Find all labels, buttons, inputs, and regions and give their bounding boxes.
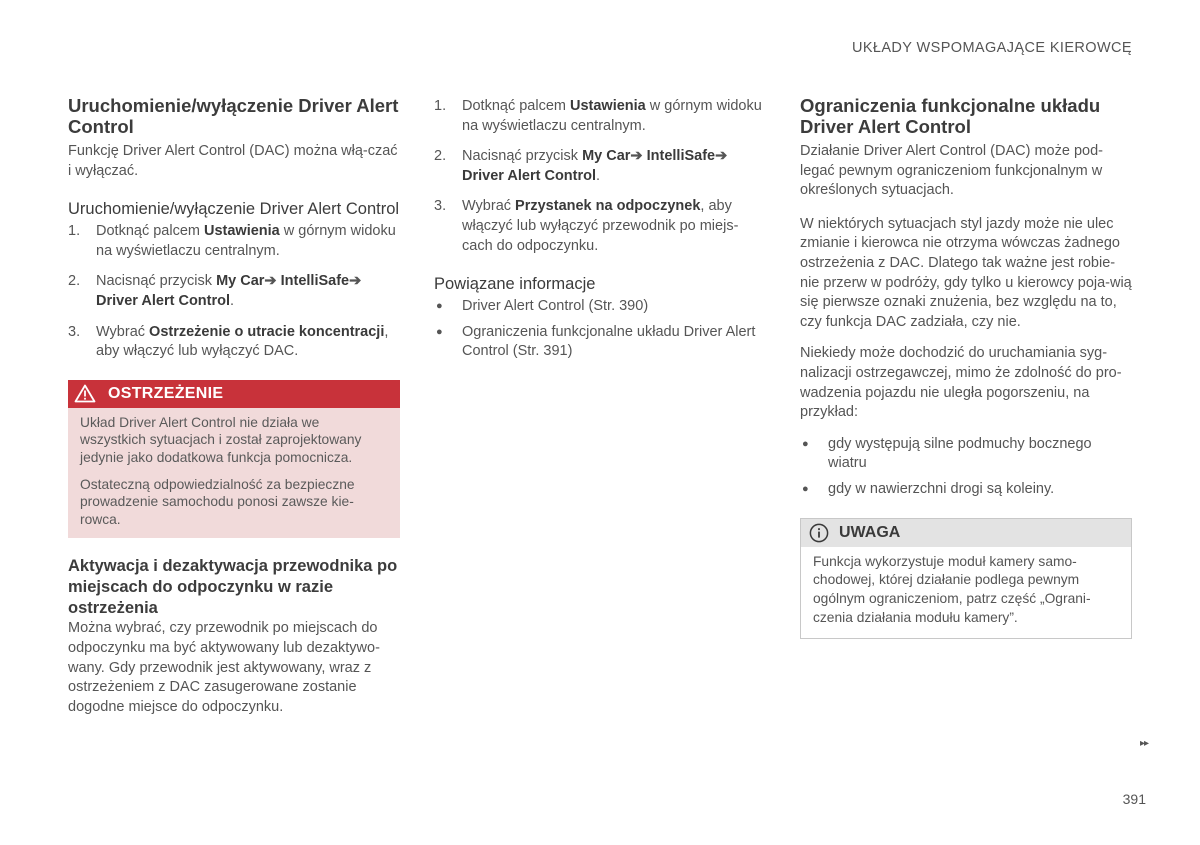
step-text: Dotknąć palcem bbox=[96, 223, 204, 240]
note-text: Funkcja wykorzystuje moduł kamery samo-chodowej, której działanie podlega pewnym ogólnym ograniczeniom, patrz część „Ograni-czenia działania modułu kamery”. bbox=[813, 553, 1091, 625]
warning-triangle-icon bbox=[74, 384, 96, 403]
subsection-title: Uruchomienie/wyłączenie Driver Alert Control bbox=[68, 200, 400, 219]
menu-label: IntelliSafe bbox=[642, 148, 716, 165]
step-text: w górnym widoku na wyświetlaczu centralnym. bbox=[96, 223, 396, 259]
list-item bbox=[800, 435, 1132, 474]
step-number: 3. bbox=[68, 323, 81, 340]
steps-list bbox=[68, 222, 400, 362]
note-label: UWAGA bbox=[839, 523, 901, 541]
column-right bbox=[800, 95, 1132, 639]
bullet-icon: ● bbox=[436, 300, 443, 313]
warning-text: Układ Driver Alert Control nie działa we wszystkich sytuacjach i został zaprojektowany jedynie jako dodatkowa funkcja pomocnicza. bbox=[80, 414, 362, 465]
step-item bbox=[68, 222, 400, 261]
step-text: w górnym widoku na wyświetlaczu centralnym. bbox=[462, 98, 762, 134]
bullet-icon: ● bbox=[802, 482, 809, 495]
body-text: Można wybrać, czy przewodnik po miejscach do odpoczynku ma być aktywowany lub dezaktywo-wany. Gdy przewodnik jest aktywowany, wraz z ostrzeżeniem z DAC zasugerowane zostanie dogodne miejsce do odpoczynku. bbox=[68, 620, 380, 715]
conditions-list bbox=[800, 435, 1132, 500]
arrow-right-icon: ➔ bbox=[715, 148, 728, 165]
page-number: 391 bbox=[1122, 791, 1146, 807]
related-link[interactable] bbox=[434, 323, 764, 362]
column-left bbox=[68, 95, 400, 717]
menu-label: IntelliSafe bbox=[276, 273, 350, 290]
column-middle bbox=[434, 95, 764, 368]
step-item bbox=[434, 197, 764, 256]
step-text: Nacisnąć przycisk bbox=[96, 273, 217, 290]
subsection-title: Aktywacja i dezaktywacja przewodnika po miejscach do odpoczynku w razie ostrzeżenia bbox=[68, 557, 398, 618]
step-text: . bbox=[230, 292, 235, 309]
section-header: UKŁADY WSPOMAGAJĄCE KIEROWCĘ bbox=[851, 40, 1132, 56]
menu-label: My Car bbox=[582, 148, 631, 165]
menu-label: Ostrzeżenie o utracie koncentracji bbox=[149, 323, 385, 340]
menu-label: Driver Alert Control bbox=[462, 167, 597, 184]
note-header bbox=[801, 519, 1131, 547]
related-link-text[interactable]: Ograniczenia funkcjonalne układu Driver Alert Control (Str. 391) bbox=[462, 323, 756, 360]
menu-label: Driver Alert Control bbox=[96, 292, 231, 309]
menu-label: Ustawienia bbox=[570, 98, 646, 114]
step-item bbox=[68, 323, 400, 362]
step-text: Dotknąć palcem bbox=[462, 98, 570, 114]
list-item-text: gdy w nawierzchni drogi są koleiny. bbox=[828, 480, 1055, 497]
arrow-right-icon: ➔ bbox=[630, 148, 643, 165]
related-link[interactable] bbox=[434, 297, 764, 317]
menu-label: Ustawienia bbox=[204, 223, 280, 240]
step-text: Wybrać bbox=[462, 198, 516, 215]
warning-header bbox=[68, 380, 400, 408]
step-number: 1. bbox=[434, 98, 447, 114]
bullet-icon: ● bbox=[436, 325, 443, 338]
section-title: Uruchomienie/wyłączenie Driver Alert Control bbox=[68, 95, 399, 137]
step-text: , aby włączyć lub wyłączyć przewodnik po miejs-cach do odpoczynku. bbox=[462, 198, 739, 254]
step-text: Wybrać bbox=[96, 323, 150, 340]
arrow-right-icon: ➔ bbox=[349, 273, 362, 290]
menu-label: My Car bbox=[216, 273, 265, 290]
step-number: 2. bbox=[68, 273, 81, 290]
warning-label: OSTRZEŻENIE bbox=[108, 384, 224, 402]
related-link-text[interactable]: Driver Alert Control (Str. 390) bbox=[462, 298, 649, 315]
step-item bbox=[68, 272, 400, 311]
step-text: , aby włączyć lub wyłączyć DAC. bbox=[96, 323, 389, 360]
note-body bbox=[801, 547, 1131, 638]
list-item-text: gdy występują silne podmuchy bocznego wiatru bbox=[828, 435, 1092, 472]
intro-text: Działanie Driver Alert Control (DAC) może pod-legać pewnym ograniczeniom funkcjonalnym w określonych sytuacjach. bbox=[800, 143, 1103, 199]
continue-arrows-icon: ▸▸ bbox=[1139, 738, 1148, 749]
body-text: W niektórych sytuacjach styl jazdy może nie ulec zmianie i kierowca nie otrzyma wówczas żadnego ostrzeżenia z DAC. Dlatego tak ważne jest robie-nie przerw w podróży, gdy tylko u kierowcy poja-wią się pierwsze oznaki znużenia, bez względu na to, czy funkcja DAC zadziała, czy nie. bbox=[800, 215, 1132, 330]
body-text: Niekiedy może dochodzić do uruchamiania syg-nalizacji ostrzegawczej, mimo że zdolność do pro-wadzenia pojazdu nie uległa pogorszeniu, na przykład: bbox=[800, 345, 1122, 421]
bullet-icon: ● bbox=[802, 437, 809, 450]
note-box bbox=[800, 518, 1132, 639]
step-number: 2. bbox=[434, 148, 447, 165]
step-item bbox=[434, 97, 764, 136]
step-number: 3. bbox=[434, 198, 447, 215]
section-title: Ograniczenia funkcjonalne układu Driver Alert Control bbox=[800, 95, 1101, 137]
step-text: Nacisnąć przycisk bbox=[462, 148, 583, 165]
arrow-right-icon: ➔ bbox=[264, 273, 277, 290]
related-list bbox=[434, 297, 764, 362]
step-text: . bbox=[596, 167, 601, 184]
warning-text: Ostateczną odpowiedzialność za bezpieczne prowadzenie samochodu ponosi zawsze kie-rowca. bbox=[80, 476, 355, 527]
list-item bbox=[800, 480, 1132, 500]
step-number: 1. bbox=[68, 223, 81, 240]
warning-box bbox=[68, 380, 400, 539]
warning-body bbox=[68, 408, 400, 539]
menu-label: Przystanek na odpoczynek bbox=[515, 198, 701, 215]
related-title: Powiązane informacje bbox=[434, 275, 596, 294]
info-icon bbox=[809, 523, 829, 543]
intro-text: Funkcję Driver Alert Control (DAC) można włą-czać i wyłączać. bbox=[68, 143, 398, 179]
step-item bbox=[434, 147, 764, 186]
steps-list bbox=[434, 97, 764, 256]
